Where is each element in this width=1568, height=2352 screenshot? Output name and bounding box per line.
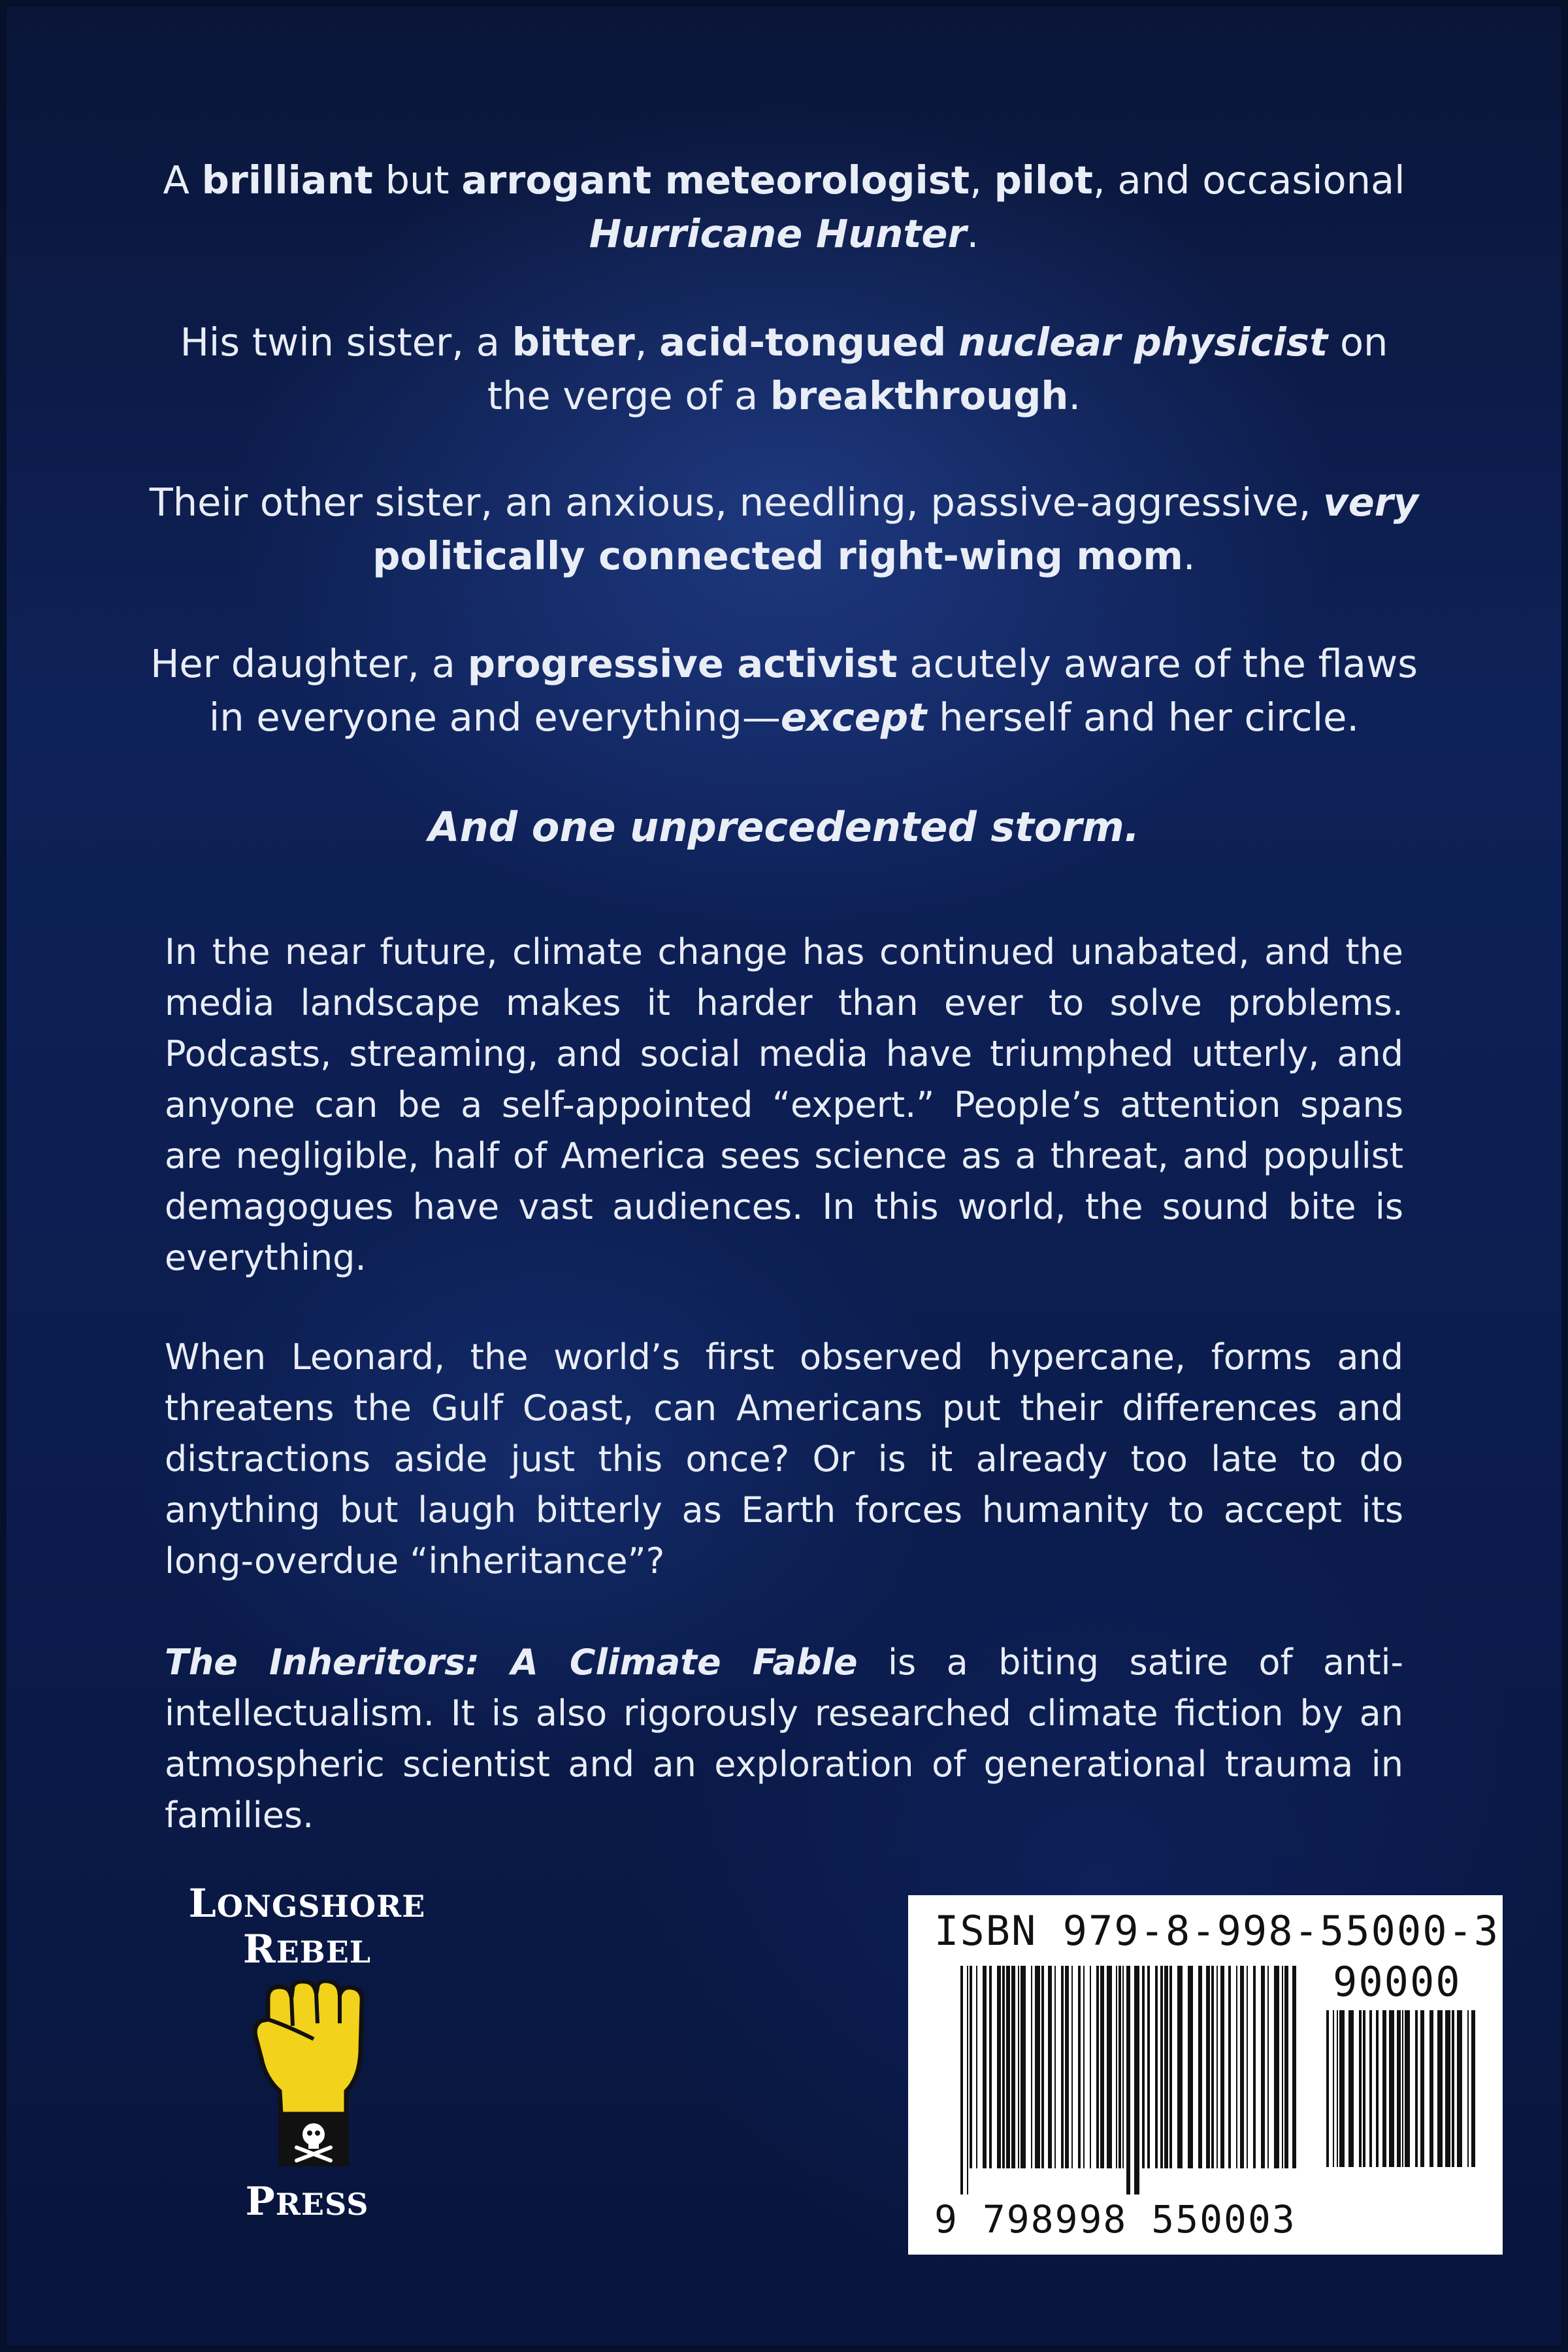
barcode-bar xyxy=(1429,2010,1433,2167)
barcode-bar xyxy=(1065,1966,1069,2168)
intro-paragraph-3: Their other sister, an anxious, needling, passive-aggressive, very politically connected right-wing mom. xyxy=(149,480,1419,578)
barcode-bar xyxy=(1415,2010,1418,2167)
barcode-bar xyxy=(1445,2010,1450,2167)
barcode-bar xyxy=(1096,1966,1099,2168)
publisher-logo xyxy=(170,1881,444,2225)
barcode-bar xyxy=(1284,1966,1288,2168)
barcode-bar xyxy=(1169,1966,1172,2168)
body-paragraph-3: The Inheritors: A Climate Fable is a biting satire of anti-intellectualism. It is also rigorously researched climate fiction by an atmospheric scientist and an exploration of generational trauma in families. xyxy=(165,1642,1403,1836)
barcode-bar xyxy=(1467,2010,1469,2167)
barcode-bar xyxy=(1217,1966,1218,2168)
barcode-bar xyxy=(1035,1966,1040,2168)
barcode-bar xyxy=(970,1966,972,2168)
book-title: The Inheritors: A Climate Fable xyxy=(165,1642,858,1683)
barcode-bar xyxy=(1100,1966,1104,2168)
barcode-bar xyxy=(1228,1966,1231,2168)
barcode-bar xyxy=(983,1966,987,2168)
barcode-bar xyxy=(1452,2010,1454,2167)
barcode-bar xyxy=(1083,1966,1085,2168)
barcode-bar xyxy=(1274,1966,1279,2168)
barcode-bar xyxy=(1078,1966,1081,2168)
barcode-bar xyxy=(1348,2010,1354,2167)
barcode-bar xyxy=(1018,1966,1019,2168)
barcode-bar xyxy=(1337,2010,1338,2167)
barcode-bar xyxy=(1359,2010,1362,2167)
ean-number: 9 798998 550003 xyxy=(934,2197,1296,2242)
barcode-bar xyxy=(1126,1966,1130,2195)
barcode-bar xyxy=(1134,1966,1139,2195)
barcode-bar xyxy=(1247,1966,1248,2168)
barcode-bar xyxy=(997,1966,1001,2168)
barcode-bar xyxy=(1267,1966,1269,2168)
body-paragraph-2: When Leonard, the world’s first observed hypercane, forms and threatens the Gulf Coast, can Americans put their differences and distractions aside just this once? Or is it already too late to do anything but laugh bitterly as Earth forces humanity to accept its long-overdue “inheritance”? xyxy=(165,1336,1403,1582)
barcode-bar xyxy=(989,1966,992,2168)
barcode-bar xyxy=(1206,1966,1210,2168)
barcode-bar xyxy=(1211,1966,1214,2168)
addon-barcode xyxy=(1326,2010,1477,2193)
barcode-bar xyxy=(1220,1966,1224,2168)
barcode-bar xyxy=(1002,1966,1005,2168)
barcode-addon-number: 90000 xyxy=(1333,1958,1462,2006)
body-paragraph-1: In the near future, climate change has continued unabated, and the media landscape makes it harder than ever to solve problems. Podcasts, streaming, and social media have triumphed utterly, and anyone can be a self-appointed “expert.” People’s attention spans are negligible, half of America sees science as a threat, and populist demagogues have vast audiences. In this world, the sound bite is everything. xyxy=(165,931,1403,1278)
intro-paragraph-2: His twin sister, a bitter, acid-tongued nuclear physicist on the verge of a breakthrough. xyxy=(180,320,1388,418)
barcode-bar xyxy=(1031,1966,1032,2168)
barcode-bar xyxy=(1282,1966,1283,2168)
barcode-bar xyxy=(1457,2010,1462,2167)
barcode-bar xyxy=(1363,2010,1365,2167)
barcode-bar xyxy=(1006,1966,1010,2168)
barcode-bar xyxy=(1116,1966,1117,2168)
barcode-bar xyxy=(1071,1966,1073,2168)
barcode-box xyxy=(908,1895,1503,2255)
barcode-bar xyxy=(1420,2010,1424,2167)
barcode-bar xyxy=(1155,1966,1158,2168)
barcode-bar xyxy=(1142,1966,1145,2168)
barcode-bar xyxy=(967,1966,968,2195)
barcode-bar xyxy=(1021,1966,1026,2168)
barcode-bar xyxy=(1376,2010,1379,2167)
barcode-bar xyxy=(1011,1966,1015,2168)
barcode-bar xyxy=(1090,1966,1091,2168)
raised-fist-icon xyxy=(242,1980,372,2176)
ean-barcode xyxy=(960,1966,1300,2195)
barcode-bar xyxy=(1471,2010,1475,2167)
barcode-bar xyxy=(1339,2010,1345,2167)
barcode-bar xyxy=(1333,2010,1334,2167)
barcode-bar xyxy=(960,1966,963,2195)
barcode-bar xyxy=(1107,1966,1112,2168)
barcode-bar xyxy=(1236,1966,1237,2168)
barcode-bar xyxy=(1054,1966,1056,2168)
barcode-bar xyxy=(976,1966,977,2168)
barcode-bar xyxy=(1240,1966,1244,2168)
barcode-bar xyxy=(1048,1966,1052,2168)
publisher-name-line-3: PRESS xyxy=(245,2179,369,2225)
barcode-bar xyxy=(1061,1966,1064,2168)
barcode-bar xyxy=(1198,1966,1202,2168)
intro-paragraph-4: Her daughter, a progressive activist acutely aware of the flaws in everyone and everything—except herself and her circle. xyxy=(150,641,1418,740)
barcode-bar xyxy=(1292,1966,1296,2168)
barcode-bar xyxy=(1147,1966,1150,2168)
barcode-bar xyxy=(1437,2010,1443,2167)
publisher-name-line-2: REBEL xyxy=(242,1927,372,1972)
barcode-bar xyxy=(1164,1966,1168,2168)
barcode-bar xyxy=(1119,1966,1121,2168)
intro-paragraph-1: A brilliant but arrogant meteorologist, pilot, and occasional Hurricane Hunter. xyxy=(163,157,1405,256)
barcode-bar xyxy=(1188,1966,1193,2168)
barcode-bar xyxy=(1261,1966,1265,2168)
barcode-bar xyxy=(1160,1966,1163,2168)
tagline: And one unprecedented storm. xyxy=(428,803,1140,851)
barcode-bar xyxy=(1402,2010,1403,2167)
barcode-bar xyxy=(1382,2010,1386,2167)
barcode-bar xyxy=(1253,1966,1256,2168)
barcode-bar xyxy=(1389,2010,1394,2167)
barcode-bar xyxy=(1122,1966,1124,2168)
publisher-name-line-1: LONGSHORE xyxy=(188,1881,426,1927)
barcode-bar xyxy=(1326,2010,1329,2167)
barcode-bar xyxy=(1041,1966,1044,2168)
barcode-bar xyxy=(1397,2010,1401,2167)
isbn-label: ISBN 979-8-998-55000-3 xyxy=(934,1907,1500,1955)
barcode-bar xyxy=(1405,2010,1410,2167)
barcode-bar xyxy=(1369,2010,1372,2167)
barcode-bar xyxy=(1177,1966,1183,2168)
